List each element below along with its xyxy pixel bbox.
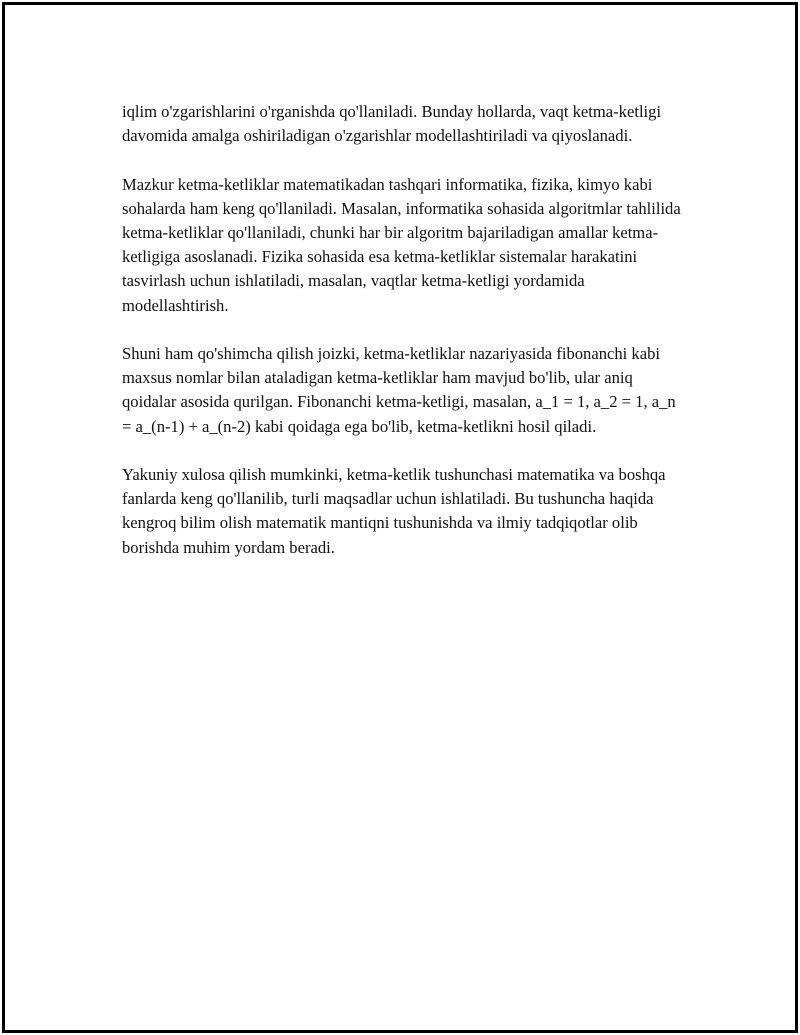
page-frame	[2, 2, 798, 1033]
paragraph-2: Mazkur ketma-ketliklar matematikadan tashqari informatika, fizika, kimyo kabi sohalarda ham keng qo'llaniladi. Masalan, informatika sohasida algoritmlar tahlilida ketma-ketliklar qo'llaniladi, chunki har bir algoritm bajariladigan amallar ketma-ketligiga asoslanadi. Fizika sohasida esa ketma-ketliklar sistemalar harakatini tasvirlash uchun ishlatiladi, masalan, vaqtlar ketma-ketligi yordamida modellashtirish.	[122, 174, 681, 315]
document-body	[122, 100, 682, 584]
paragraph-1: iqlim o'zgarishlarini o'rganishda qo'llaniladi. Bunday hollarda, vaqt ketma-ketligi davomida amalga oshiriladigan o'zgarishlar modellashtiriladi va qiyoslanadi.	[122, 102, 662, 146]
paragraph-3: Shuni ham qo'shimcha qilish joizki, ketma-ketliklar nazariyasida fibonanchi kabi maxsus nomlar bilan ataladigan ketma-ketliklar ham mavjud bo'lib, ular aniq qoidalar asosida qurilgan. Fibonanchi ketma-ketligi, masalan, a_1 = 1, a_2 = 1, a_n = a_(n-1) + a_(n-2) kabi qoidaga ega bo'lib, ketma-ketlikni hosil qiladi.	[122, 344, 676, 436]
paragraph-4: Yakuniy xulosa qilish mumkinki, ketma-ketlik tushunchasi matematika va boshqa fanlarda keng qo'llanilib, turli maqsadlar uchun ishlatiladi. Bu tushuncha haqida kengroq bilim olish matematik mantiqni tushunishda va ilmiy tadqiqotlar olib borishda muhim yordam beradi.	[122, 465, 666, 557]
